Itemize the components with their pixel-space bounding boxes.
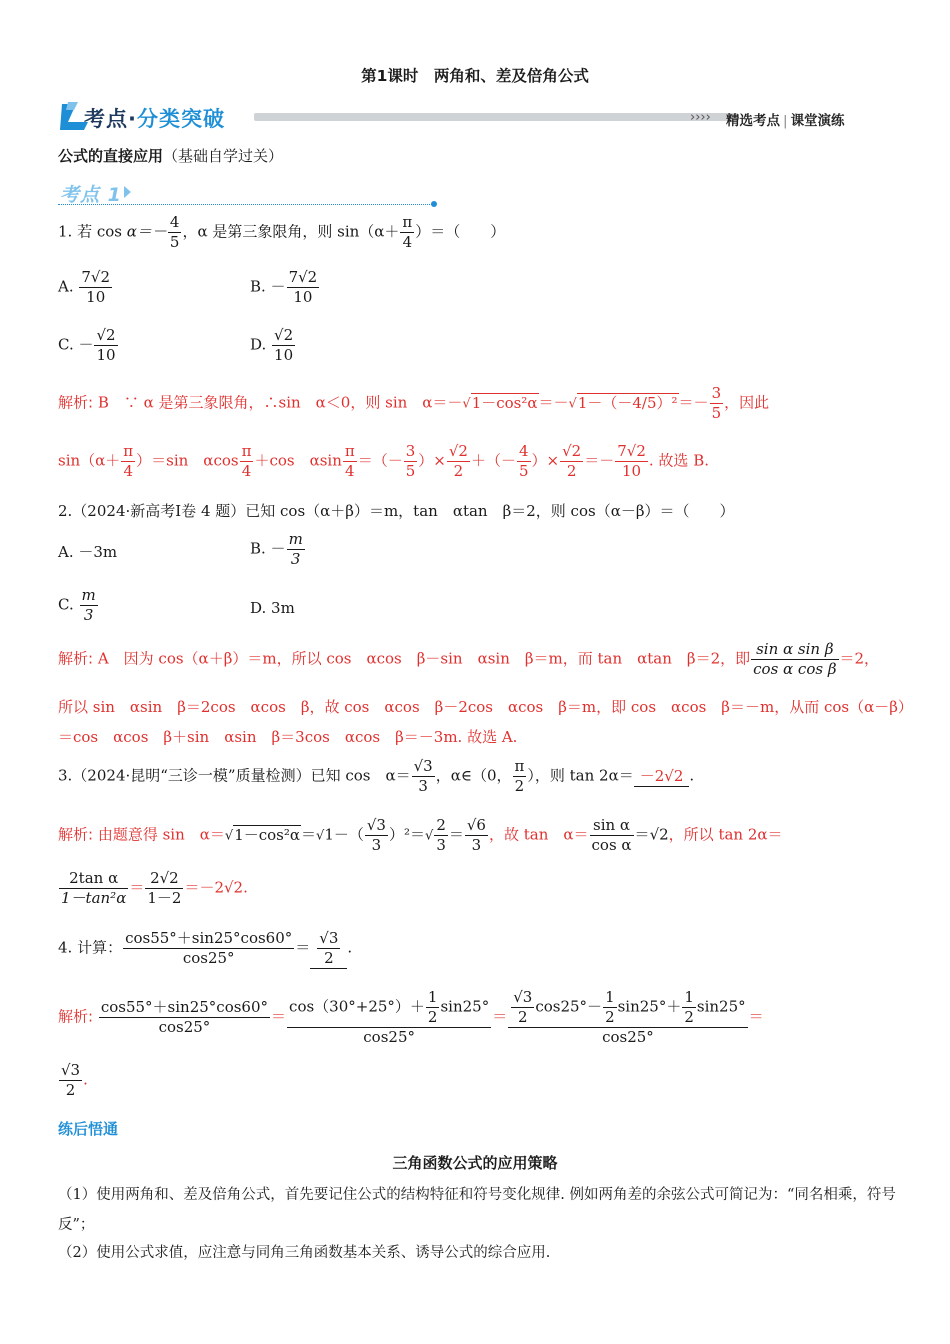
q3-answer-blank: －2√2 (634, 765, 690, 787)
lianhou-heading: 练后悟通 (58, 1120, 119, 1138)
answer-4-line-1: 解析: $\frac{\cos 55^\circ+\sin 25^\circ\cos 60^\circ}{\cos 25^\circ}$ ＝ cos（30°+25°）＋ $\frac{1}{2}$ sin25° cos25° ＝ $\frac{√3}{2}$ cos25°－ $\frac{1}{2}$ sin25°＋ $\frac{1}{2}$ sin25° cos25° ＝ (58, 988, 764, 1046)
q2-option-c[interactable]: C. $\frac{m}{3}$ (58, 586, 96, 624)
answer-3-line-1: 解析: 由题意得 sin α＝√1－cos²α＝√1－（ $\frac{√3}{3}$ ）²＝√ $\frac{2}{3}$ ＝ $\frac{√6}{3}$ ，故 tan α＝ $\frac{\text{sin α}}{\text{cos α}}$ ＝√2，所以 tan 2α＝ (58, 816, 783, 854)
banner-right-label: 精选考点 | 课堂演练 (726, 113, 845, 129)
strategy-paragraph-1: （1）使用两角和、差及倍角公式，首先要记住公式的结构特征和符号变化规律. 例如两角差的余弦公式可简记为：“同名相乘，符号反”； (58, 1187, 896, 1233)
answer-3-line-2: $\frac{\text{2tan α}}{\text{1－tan²α}}$ ＝ $\frac{2√2}{1-2}$ ＝－2√2. (61, 869, 248, 907)
section-banner (58, 100, 898, 136)
q1-option-a[interactable]: A. $\frac{7√2}{10}$ (58, 268, 111, 306)
kaodian-arrow-icon (124, 186, 131, 198)
question-3: 3.（2024·昆明“三诊一模”质量检测）已知 cos α＝ $\frac{√3}{3}$ ，α∈（0， $\frac{\pi}{2}$ ），则 tan 2α＝ －2√2 . (58, 757, 695, 795)
answer-1-line-2: sin（α＋ $\frac{\pi}{4}$ ）＝sin αcos $\frac{\pi}{4}$ ＋cos αsin $\frac{\pi}{4}$ ＝（－ $\frac{3}{5}$ ）× $\frac{√2}{2}$ ＋（－ $\frac{4}{5}$ ）× $\frac{√2}{2}$ ＝－ $\frac{7√2}{10}$ . 故选 B. (58, 442, 709, 480)
answer-2-line-2: 所以 sin αsin β＝2cos αcos β，故 cos αcos β－2cos αcos β＝m，即 cos αcos β＝－m，从而 cos（α－β） (58, 698, 913, 716)
answer-4-line-2: $\frac{√3}{2}$ . (61, 1061, 88, 1099)
question-2: 2.（2024·新高考Ⅰ卷 4 题）已知 cos（α＋β）＝m，tan αtan β＝2，则 cos（α－β）＝（ ） (58, 502, 735, 520)
q2-option-d[interactable]: D. 3m (250, 599, 295, 617)
banner-logo-text: 考点·分类突破 (84, 107, 225, 131)
kaodian-label: 考点 1 (58, 180, 438, 208)
page-title: 第1课时 两角和、差及倍角公式 (361, 67, 589, 85)
q2-option-a[interactable]: A. －3m (58, 543, 118, 561)
strategy-title: 三角函数公式的应用策略 (392, 1154, 558, 1172)
section-heading: 公式的直接应用（基础自学过关） (58, 147, 284, 165)
strategy-paragraph-2: （2）使用公式求值，应注意与同角三角函数基本关系、诱导公式的综合应用. (58, 1245, 551, 1261)
answer-2-line-3: ＝cos αcos β＋sin αsin β＝3cos αcos β＝－3m. 故选 A. (58, 728, 518, 746)
q1-option-c[interactable]: C. － $\frac{√2}{10}$ (58, 326, 116, 364)
q2-option-b[interactable]: B. － $\frac{m}{3}$ (250, 530, 303, 568)
question-1: 1. 若 cos α＝－ $\frac{4}{5}$ ，α 是第三象限角，则 sin（α＋ $\frac{\pi}{4}$ ）＝（ ） (58, 213, 506, 251)
kaodian-dot-icon (431, 201, 437, 207)
q1-option-b[interactable]: B. － $\frac{7√2}{10}$ (250, 268, 318, 306)
answer-2-line-1: 解析: A 因为 cos（α＋β）＝m，所以 cos αcos β－sin αsin β＝m，而 tan αtan β＝2，即 $\frac{\text{sin α sin β}}{\text{cos α cos β}}$ ＝2， (58, 640, 880, 678)
banner-divider-bar (254, 113, 738, 121)
q1-option-d[interactable]: D. $\frac{√2}{10}$ (250, 326, 294, 364)
question-4: 4. 计算： $\frac{\cos 55^\circ+\sin 25^\circ\cos 60^\circ}{\cos 25^\circ}$ ＝ $\frac{√3}{2}$ . (58, 929, 353, 967)
answer-1-line-1: 解析: B ∵ α 是第三象限角，∴sin α＜0，则 sin α＝－√1－cos²α＝－√1－（－4/5）²＝－ $\frac{3}{5}$ ，因此 (58, 384, 770, 422)
banner-arrows-icon: ›››› (690, 110, 711, 125)
